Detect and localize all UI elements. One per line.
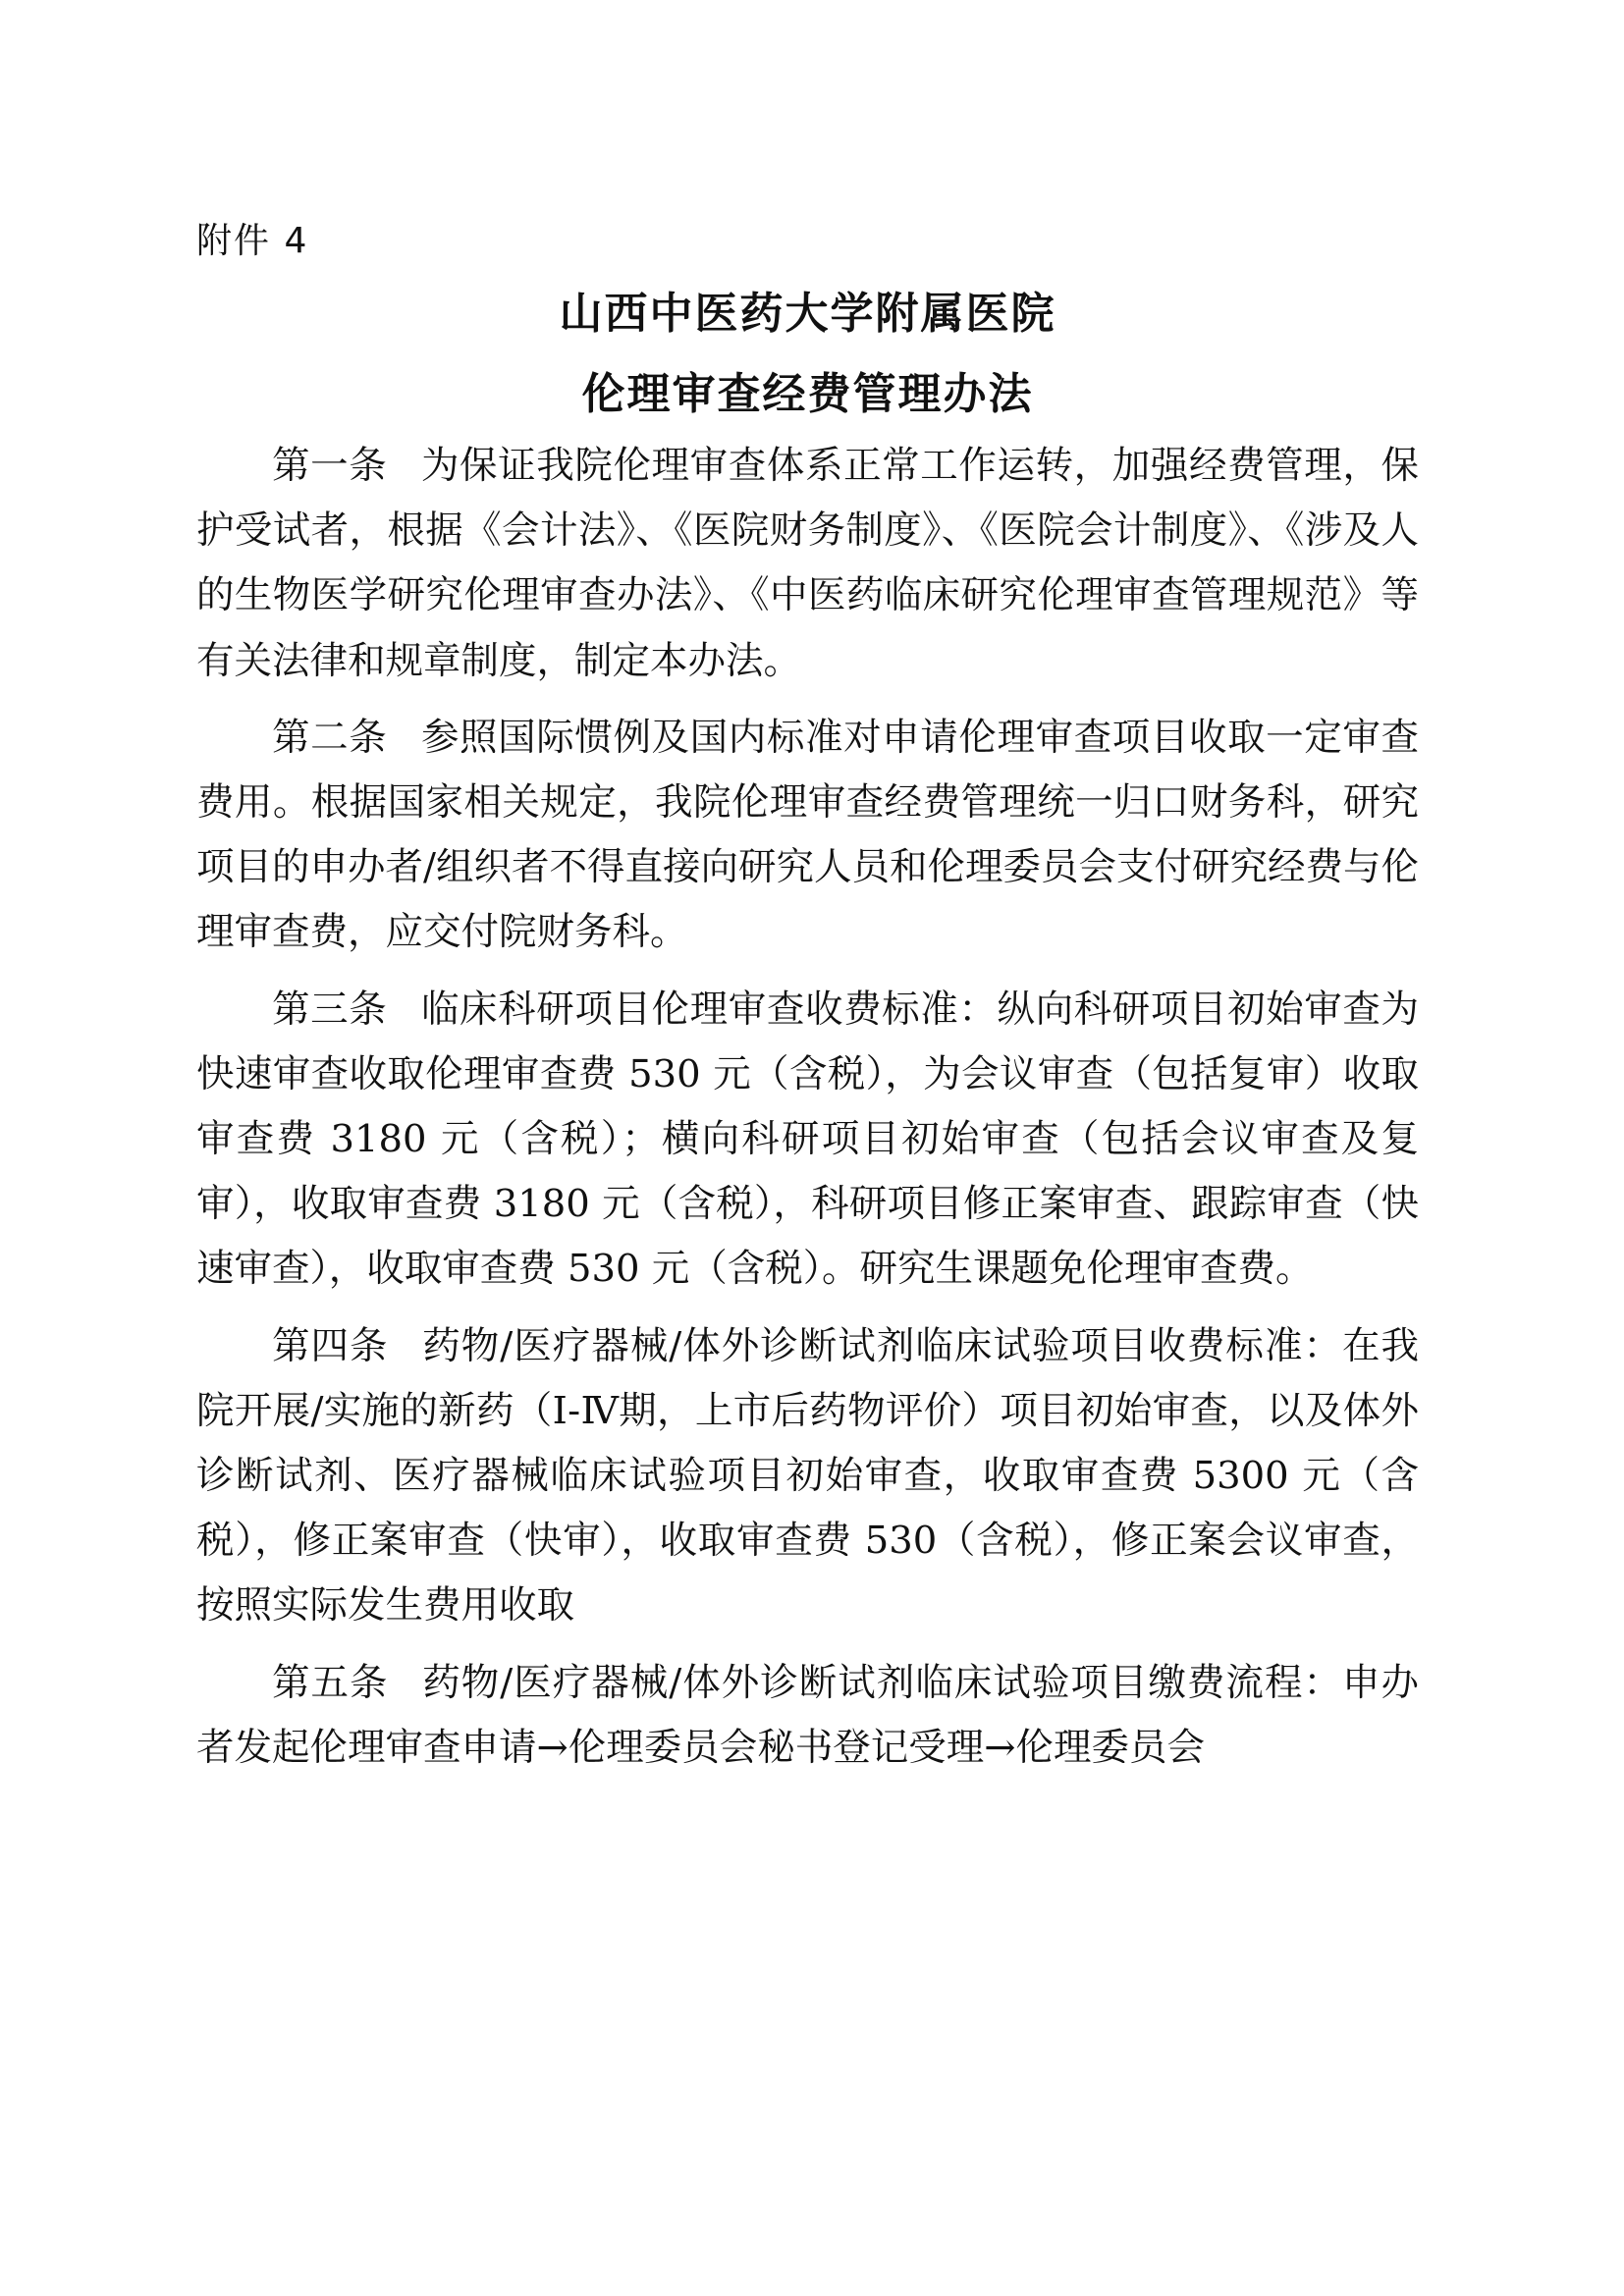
article-number: 第四条 [272, 1323, 389, 1368]
article-number: 第一条 [272, 444, 388, 488]
article-text: 为保证我院伦理审查体系正常工作运转，加强经费管理，保护受试者，根据《会计法》、《医院财务制度》、《医院会计制度》、《涉及人的生物医学研究伦理审查办法》、《中医药临床研究伦理审查管理规范》等有关法律和规章制度，制定本办法。 [196, 444, 1419, 683]
article-1 [196, 434, 1419, 694]
document-title-line-2: 伦理审查经费管理办法 [581, 369, 1034, 419]
document-title-line-1: 山西中医药大学附属医院 [559, 289, 1056, 339]
document-body [196, 434, 1419, 1781]
article-5 [196, 1651, 1419, 1781]
article-number: 第二条 [272, 715, 388, 760]
article-3 [196, 978, 1419, 1303]
article-text: 药物/医疗器械/体外诊断试剂临床试验项目收费标准：在我院开展/实施的新药（Ⅰ-Ⅳ期，上市后药物评价）项目初始审查，以及体外诊断试剂、医疗器械临床试验项目初始审查，收取审查费 5300 元（含税），修正案审查（快审），收取审查费 530（含税），修正案会议审查，按照实际发生费用收取 [196, 1323, 1419, 1629]
attachment-label: 附件 4 [196, 221, 309, 261]
article-2 [196, 706, 1419, 966]
article-number: 第三条 [272, 987, 388, 1032]
article-4 [196, 1314, 1419, 1639]
article-number: 第五条 [272, 1660, 389, 1705]
article-text: 临床科研项目伦理审查收费标准：纵向科研项目初始审查为快速审查收取伦理审查费 530 元（含税），为会议审查（包括复审）收取审查费 3180 元（含税）；横向科研项目初始审查（包括会议审查及复审），收取审查费 3180 元（含税），科研项目修正案审查、跟踪审查（快速审查），收取审查费 530 元（含税）。研究生课题免伦理审查费。 [196, 987, 1419, 1292]
article-text: 药物/医疗器械/体外诊断试剂临床试验项目缴费流程：申办者发起伦理审查申请→伦理委员会秘书登记受理→伦理委员会 [196, 1660, 1419, 1770]
article-text: 参照国际惯例及国内标准对申请伦理审查项目收取一定审查费用。根据国家相关规定，我院伦理审查经费管理统一归口财务科，研究项目的申办者/组织者不得直接向研究人员和伦理委员会支付研究经费与伦理审查费，应交付院财务科。 [196, 715, 1419, 955]
